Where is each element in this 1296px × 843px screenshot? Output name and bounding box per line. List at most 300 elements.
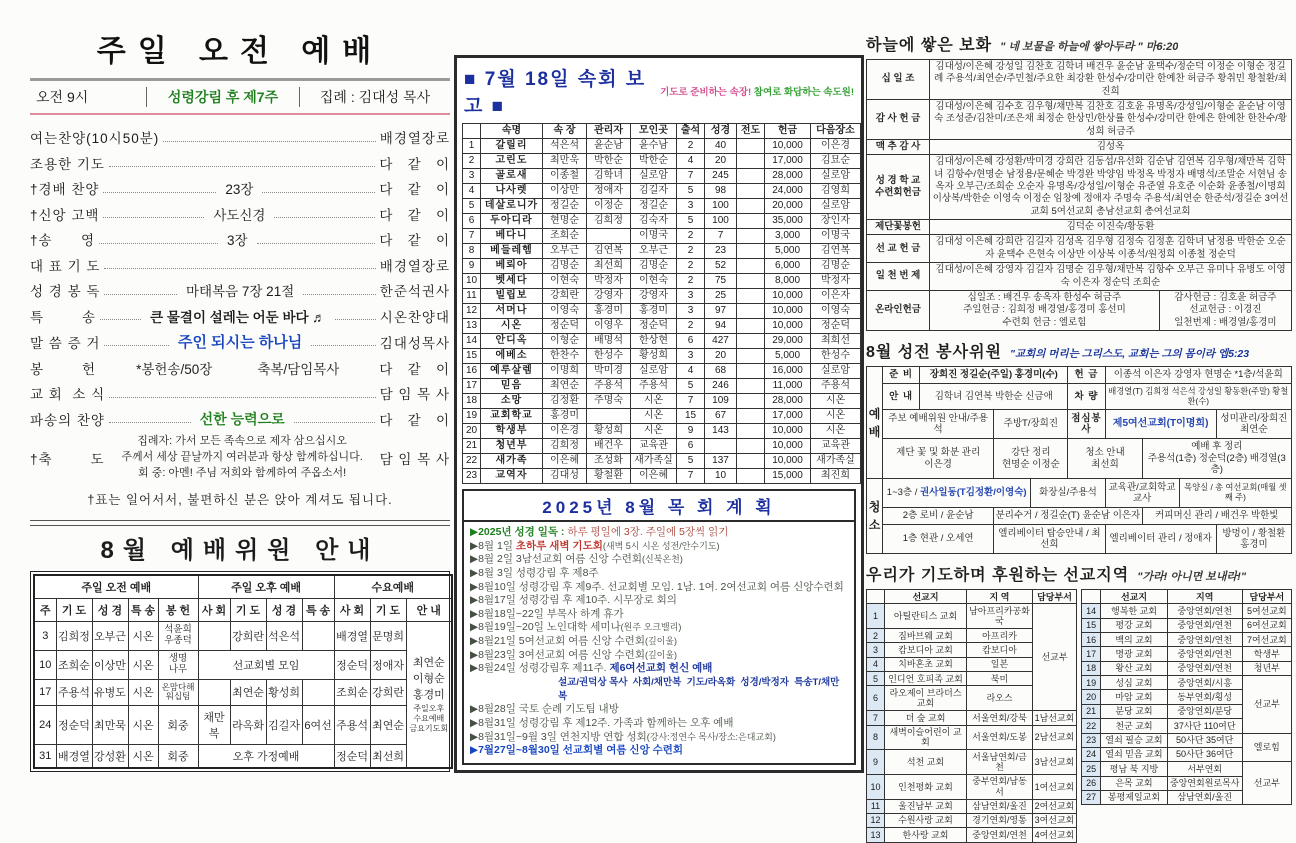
cell: 26	[1082, 776, 1101, 790]
cell: 서울연회/강북	[967, 711, 1033, 725]
dotted-leader	[303, 294, 376, 295]
cell: 29,000	[765, 334, 811, 349]
dotted-leader	[103, 192, 216, 193]
cell: 4여선교회	[1033, 828, 1077, 842]
cell: 시온	[481, 319, 543, 334]
cell: 학생부	[481, 424, 543, 439]
column-header: 선교지	[1101, 590, 1167, 604]
cell: 믿음	[481, 379, 543, 394]
cell: 준 비	[883, 366, 920, 383]
cell: 일 천 번 제	[867, 263, 930, 291]
cell: 김학녀 김연복 박한순 신금애	[920, 384, 1068, 410]
cell: 2여선교회	[1033, 799, 1077, 813]
mission-table-left	[866, 589, 1077, 843]
table-row	[463, 154, 861, 169]
service-week: 성령강림 후 제7주	[147, 87, 300, 107]
cell: 청년부	[481, 439, 543, 454]
order-item-person: 배경열장로	[379, 258, 450, 274]
plan-item	[470, 608, 848, 622]
table-row	[867, 220, 1292, 235]
cell: 52	[705, 259, 737, 274]
text-segment: (새벽 5시 시온 성전/안수기도)	[602, 540, 720, 551]
cell: 5여선교회	[1242, 604, 1291, 618]
service-header	[30, 78, 450, 115]
cell: 배명석	[587, 334, 631, 349]
table-row	[867, 384, 1292, 410]
report-title: ■ 7월 18일 속회 보고 ■	[464, 69, 647, 117]
cell: 16	[463, 364, 481, 379]
cell: 10,000	[765, 439, 811, 454]
table-row	[463, 259, 861, 274]
report-header	[462, 61, 856, 123]
cell: 강영자	[631, 289, 677, 304]
benediction-row	[30, 434, 450, 482]
text-segment: 권사일동(T김정환/이영숙)	[920, 487, 1027, 499]
cell	[737, 199, 765, 214]
table-row	[867, 813, 1077, 827]
column-header: 수요예배	[334, 575, 452, 599]
cell: 행복한 교회	[1101, 604, 1167, 618]
cell: 22	[1082, 719, 1101, 733]
text-segment: (깊이울)	[644, 649, 678, 660]
cell: 장희진 정길순(주일) 홍경미(수)	[920, 366, 1068, 383]
cell: 새가족실	[811, 454, 861, 469]
cell: 목양실 / 총 여선교회(매월 셋째 주)	[1179, 479, 1291, 508]
table-row	[463, 124, 861, 139]
cell: 주용석	[56, 679, 92, 706]
cell	[198, 621, 230, 650]
cell: 안디옥	[481, 334, 543, 349]
cell: 20,000	[765, 199, 811, 214]
plan-item	[470, 567, 848, 581]
cell: 소망	[481, 394, 543, 409]
text-segment: (원주 오크밸리)	[620, 622, 682, 633]
text-segment: ▶8월 2일 3남선교회 여름 신앙 수련회	[470, 553, 643, 566]
cell: 13	[867, 828, 885, 842]
cell: 6	[463, 214, 481, 229]
table-row	[463, 274, 861, 289]
order-item-name: †축 도	[30, 451, 105, 467]
cell: 최연순	[543, 379, 587, 394]
cell: 십 일 조	[867, 60, 930, 100]
benediction-lines: 집례자: 가서 모든 족속으로 제자 삼으십시오 주께서 세상 끝날까지 여러분과 항상 함께하십니다. 회 중: 아멘! 주님 저희와 함께하여 주옵소서!	[121, 435, 363, 479]
cell: 109	[705, 394, 737, 409]
cell: 인천평화 교회	[885, 774, 967, 799]
cell: 7여선교회	[1242, 633, 1291, 647]
cell: 새벽이슬어린이 교회	[885, 725, 967, 750]
mission-table-right	[1081, 589, 1292, 843]
cell: 김묘순	[811, 154, 861, 169]
cell: 김영희	[811, 184, 861, 199]
cell: 김길자	[631, 184, 677, 199]
cell: 2	[677, 229, 705, 244]
cell: 성미관리/장희진 최연순	[1216, 410, 1291, 439]
grid	[866, 59, 1292, 331]
cell: 중앙연회/연천	[1167, 647, 1242, 661]
cell: 홍경미	[631, 304, 677, 319]
order-item-person: 다 같 이	[379, 182, 451, 197]
column-header: 주일 오후 예배	[198, 575, 334, 599]
order-item	[30, 204, 450, 224]
cell: 북미	[967, 672, 1033, 686]
table-row	[867, 774, 1077, 799]
cell: 석은석	[543, 139, 587, 154]
cell	[737, 169, 765, 184]
cell: 시온	[128, 679, 158, 706]
cell-group-report-table	[462, 123, 856, 484]
cell: 실로암	[631, 169, 677, 184]
cell: 짐바브웨 교회	[885, 629, 967, 643]
text-segment: (강사:정연수 목사/장소:은대교회)	[646, 731, 776, 742]
cell: 명광 교회	[1101, 647, 1167, 661]
cell: 은목 교회	[1101, 776, 1167, 790]
plan-item	[470, 540, 848, 554]
cell: 조성화	[587, 454, 631, 469]
table-row	[463, 244, 861, 259]
service-table	[866, 366, 1292, 554]
cell: 중앙연회/분당	[1167, 704, 1242, 718]
cell: 최선희	[587, 259, 631, 274]
cell: 오부근	[543, 244, 587, 259]
text-segment: ▶7월27일~8월30일 선교회별 여름 신앙 수련회	[470, 744, 684, 757]
dotted-leader	[104, 268, 375, 269]
standing-note: †표는 일어서서, 불편하신 분은 앉아 계셔도 됩니다.	[87, 492, 393, 507]
left-column	[30, 26, 450, 772]
cell: 박정자	[811, 274, 861, 289]
cell: 울진남부 교회	[885, 799, 967, 813]
cell: 맥 추 감 사	[867, 140, 930, 155]
order-item-detail: 3장	[226, 233, 248, 248]
table-row	[1082, 633, 1292, 647]
table-row	[34, 706, 452, 745]
table-row	[463, 364, 861, 379]
cell: 100	[705, 199, 737, 214]
order-item-detail: 축복/담임목사	[257, 361, 340, 377]
cell: 27	[1082, 790, 1101, 804]
cell: 13	[463, 319, 481, 334]
cell: 교육관	[811, 439, 861, 454]
cell: 정순덕	[56, 706, 92, 745]
table-row	[463, 439, 861, 454]
cell: 빌립보	[481, 289, 543, 304]
text-segment: ▶8월 1일	[470, 539, 516, 552]
text-segment: 기도로 준비하는 속장!	[660, 87, 754, 98]
cell: 246	[705, 379, 737, 394]
cell: 50사단 36여단	[1167, 747, 1242, 761]
cell: 24,000	[765, 184, 811, 199]
cell: 98	[705, 184, 737, 199]
cell: 헌 금	[1068, 366, 1105, 383]
table-row	[463, 169, 861, 184]
cell: 캄보디아 교회	[885, 643, 967, 657]
cell: 7	[677, 469, 705, 484]
cell: 베다니	[481, 229, 543, 244]
divider	[30, 520, 450, 526]
cell: 최연순	[370, 706, 406, 745]
cell: 14	[1082, 604, 1101, 618]
table-row	[867, 155, 1292, 220]
text-segment: ▶8월10일 성령강림 후 제9주. 선교회별 모임. 1남. 1여. 2여선교회 여름 신앙수련회	[470, 580, 844, 593]
cell: 아틸란티스 교회	[885, 604, 967, 629]
table-row	[867, 590, 1077, 604]
cell: 정순덕	[543, 319, 587, 334]
cell	[737, 439, 765, 454]
cell: 새가족실	[631, 454, 677, 469]
table-row	[463, 349, 861, 364]
cell: 25	[705, 289, 737, 304]
order-item-person: 담 임 목 사	[379, 387, 450, 402]
cell: 이현숙	[543, 274, 587, 289]
column-header: 지 역	[967, 590, 1033, 604]
cell: 2	[677, 274, 705, 289]
cell: 14	[463, 334, 481, 349]
cell: 2	[867, 629, 885, 643]
cell: 감 사 헌 금	[867, 100, 930, 140]
grid	[866, 366, 1292, 554]
table-row	[867, 263, 1292, 291]
cell: 최만욱	[543, 154, 587, 169]
cell: 생명 나무	[158, 650, 198, 679]
table-row	[463, 469, 861, 484]
column-header	[463, 124, 481, 139]
table-row	[867, 799, 1077, 813]
cell: 23	[463, 469, 481, 484]
cell: 유병도	[92, 679, 128, 706]
cell	[737, 364, 765, 379]
cell	[587, 229, 631, 244]
cell: 중앙연회원로목사	[1167, 776, 1242, 790]
order-item-person: 다 같 이	[379, 412, 450, 428]
cell: 일본	[967, 657, 1033, 671]
cell: 7	[677, 394, 705, 409]
column-header: 담당부서	[1033, 590, 1077, 604]
report-slogan	[660, 84, 854, 98]
column-header: 헌금	[765, 124, 811, 139]
cell: 강희란	[230, 621, 266, 650]
column-header: 기 도	[370, 598, 406, 621]
column-header: 주일 오전 예배	[34, 575, 198, 599]
cell: 최연순 이형순 홍경미 주일오후 수요예배 금요기도회	[406, 621, 452, 768]
cell: 선교부	[1242, 762, 1291, 805]
cell-subtext: 주일오후 수요예배 금요기도회	[409, 704, 449, 734]
cell: 인디언 호피족 교회	[885, 672, 967, 686]
right-column	[866, 30, 1292, 843]
cell: 정순덕	[334, 745, 370, 769]
cell: 3	[463, 169, 481, 184]
service-time: 오전 9시	[30, 87, 147, 107]
cell: 427	[705, 334, 737, 349]
text-segment: (신북온천)	[642, 554, 683, 565]
cell: 박정자	[587, 274, 631, 289]
text-segment: ▶8월28일 국토 순례 기도팀 내방	[470, 703, 619, 716]
mission-header	[866, 562, 1292, 585]
cell: 채만복	[198, 706, 230, 745]
order-item-person: 시온찬양대	[379, 309, 450, 325]
order-item	[30, 229, 450, 249]
cell: 오부근	[92, 621, 128, 650]
cell: 청소 안내 최선희	[1068, 438, 1142, 478]
order-item-name: †신앙 고백	[30, 207, 100, 223]
table-row	[463, 214, 861, 229]
cell: 23	[705, 244, 737, 259]
cell: 예 배	[867, 366, 883, 478]
cell: 나사렛	[481, 184, 543, 199]
cell: 1	[867, 604, 885, 629]
order-item-detail: 마태복음 7장 21절	[185, 284, 295, 299]
table-row	[867, 828, 1077, 842]
cell: 6여선	[302, 706, 334, 745]
cell: 최진희	[811, 469, 861, 484]
table-row	[463, 289, 861, 304]
cell	[587, 409, 631, 424]
dotted-leader	[99, 243, 218, 244]
cell: 선교부	[1033, 604, 1077, 711]
cell: 시온	[811, 409, 861, 424]
cell: 5,000	[765, 349, 811, 364]
cell: 중부연회/남동서	[967, 774, 1033, 799]
mission-quote: "가라! 아니면 보내라!"	[1137, 571, 1247, 584]
table-row	[463, 229, 861, 244]
column-header: 특 송	[128, 598, 158, 621]
column-header	[867, 590, 885, 604]
text-segment: 1~3층 /	[886, 487, 921, 499]
cell: 황성희	[587, 424, 631, 439]
order-item	[30, 255, 450, 275]
cell	[737, 424, 765, 439]
cell: 교육관	[631, 439, 677, 454]
cell: 남아프리카공화국	[967, 604, 1033, 629]
cell: 1층 현관 / 오세연	[883, 525, 994, 554]
cell: 5	[677, 214, 705, 229]
cell: 중앙연회/연천	[1167, 604, 1242, 618]
cell: 데살로니가	[481, 199, 543, 214]
cell: 이종석 이은자 강영자 현명순 *1층/석윤희	[1105, 366, 1292, 383]
cell: 6	[867, 686, 885, 711]
table-row	[867, 100, 1292, 140]
table-row	[867, 60, 1292, 100]
cell: 시온	[128, 650, 158, 679]
cell: 10,000	[765, 139, 811, 154]
text-segment: 초하루 새벽 기도회	[515, 539, 603, 552]
text-segment: ▶2025년 성경 일독 :	[470, 526, 568, 538]
cell: 10,000	[765, 454, 811, 469]
cell: 김길자	[266, 706, 302, 745]
column-header: 기 도	[56, 598, 92, 621]
plan-list	[464, 522, 854, 763]
cell: 17	[34, 679, 56, 706]
cell: 20	[463, 424, 481, 439]
cell: 10	[867, 774, 885, 799]
cell: 정순덕	[811, 319, 861, 334]
offering-table	[866, 59, 1292, 331]
plan-item	[470, 676, 848, 703]
cell: 김명순	[631, 259, 677, 274]
cell: 주명숙	[587, 394, 631, 409]
cell: 천군 교회	[1101, 719, 1167, 733]
text-segment: ▶8월23일 3여선교회 여름 신앙 수련회	[470, 648, 645, 661]
cell: 문명희	[370, 621, 406, 650]
cell: 2	[677, 319, 705, 334]
cell: 2	[677, 259, 705, 274]
cell: 2남선교회	[1033, 725, 1077, 750]
dotted-leader	[262, 192, 375, 193]
cell: 21	[1082, 704, 1101, 718]
cell: 새가족	[481, 454, 543, 469]
table-row	[34, 650, 452, 679]
dotted-leader	[163, 141, 376, 142]
cell: 아프리카	[967, 629, 1033, 643]
cell: 정애자	[587, 184, 631, 199]
table-row	[867, 525, 1292, 554]
cell: 회중	[158, 745, 198, 769]
cell: 주용석	[811, 379, 861, 394]
cell: 시온	[128, 706, 158, 745]
mission-tables	[866, 589, 1292, 843]
cell: 평남 북 지방	[1101, 762, 1167, 776]
cell: 제5여선교회(T이명희)	[1105, 410, 1216, 439]
cell: 9	[867, 750, 885, 775]
cell: 2	[677, 139, 705, 154]
cell: 20	[705, 349, 737, 364]
cell: 예배 후 정리 주용석(1층) 정순덕(2층) 배경열(3층)	[1142, 438, 1291, 478]
cell: 방멍이 / 황철환 홍경미	[1216, 525, 1291, 554]
table-row	[867, 507, 1292, 524]
cell: 한상현	[631, 334, 677, 349]
cell	[737, 184, 765, 199]
order-item-person: 다 같 이	[379, 156, 450, 172]
cell	[737, 274, 765, 289]
cell: 정길순	[631, 199, 677, 214]
cell: 이은자	[811, 289, 861, 304]
dotted-leader	[100, 319, 141, 320]
cell: 분당 교회	[1101, 704, 1167, 718]
plan-item	[470, 744, 848, 758]
cell: 28,000	[765, 169, 811, 184]
treasure-header	[866, 32, 1292, 55]
table-row	[463, 199, 861, 214]
cell: 7	[677, 169, 705, 184]
column-header: 담당부서	[1242, 590, 1291, 604]
cell: 윤순남	[587, 139, 631, 154]
committee-title: 8월 예배위원 안내	[100, 536, 380, 564]
dotted-leader	[104, 345, 169, 346]
cell: 황성희	[631, 349, 677, 364]
plan-item	[470, 553, 848, 567]
cell: 교회학교	[481, 409, 543, 424]
cell: 18	[463, 394, 481, 409]
cell: 11,000	[765, 379, 811, 394]
cell: 선교회별 모임	[198, 650, 334, 679]
cell: 137	[705, 454, 737, 469]
cell: 제단꽃봉헌	[867, 220, 930, 235]
cell: 석천 교회	[885, 750, 967, 775]
cell: 6	[677, 439, 705, 454]
treasure-title: 하늘에 쌓은 보화	[866, 37, 993, 54]
column-header: 성경	[705, 124, 737, 139]
cell	[737, 349, 765, 364]
table-row	[1082, 604, 1292, 618]
cell: 황성희	[266, 679, 302, 706]
cell: 김대성	[543, 469, 587, 484]
text-segment: ▶8월21일 5여선교회 여름 신앙 수련회	[470, 635, 645, 648]
cell: 제단 꽃 및 화분 관리 이은경	[883, 438, 994, 478]
cell: 5	[677, 184, 705, 199]
dotted-leader	[109, 397, 375, 398]
grid	[1081, 589, 1292, 805]
cell: 이정순	[587, 199, 631, 214]
text-segment: 설교/권덕상 목사 사회/채만복 기도/라옥화 성경/박정자 특송T/채만복	[558, 677, 840, 702]
cell: 75	[705, 274, 737, 289]
